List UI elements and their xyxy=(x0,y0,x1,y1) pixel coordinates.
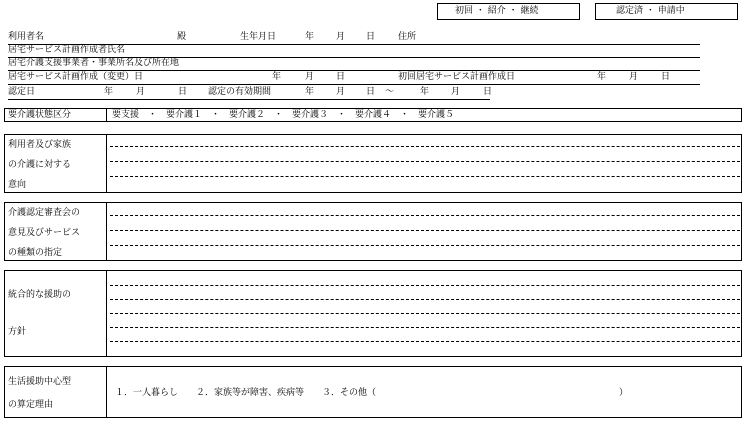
valid-from-day: 日 xyxy=(366,87,376,97)
valid-to-month: 月 xyxy=(451,87,461,97)
row3-underline xyxy=(8,70,700,71)
reason-label-1: 生活援助中心型 xyxy=(8,377,72,387)
honorific: 殿 xyxy=(177,32,187,42)
plan-month: 月 xyxy=(305,72,315,82)
care-level-options: 要支援 ・ 要介護１ ・ 要介護２ ・ 要介護３ ・ 要介護４ ・ 要介護５ xyxy=(112,110,455,120)
reason-label-2: の算定理由 xyxy=(8,400,54,410)
valid-to-year: 年 xyxy=(420,87,430,97)
opinion-label-2: 意見及びサービス xyxy=(8,228,81,238)
valid-period-label: 認定の有効期間 xyxy=(208,87,272,97)
valid-to-day: 日 xyxy=(483,87,493,97)
first-plan-month: 月 xyxy=(629,72,639,82)
cert-month: 月 xyxy=(136,87,146,97)
address-label: 住所 xyxy=(398,32,417,42)
cert-day: 日 xyxy=(178,87,188,97)
birth-day: 日 xyxy=(366,32,376,42)
row5-underline xyxy=(8,99,490,100)
wishes-line xyxy=(110,161,740,162)
opinion-line xyxy=(110,230,740,231)
period-tilde: 〜 xyxy=(385,87,395,97)
policy-divider xyxy=(106,270,107,357)
wishes-section xyxy=(4,134,742,193)
plan-day: 日 xyxy=(336,72,346,82)
opinion-section xyxy=(4,202,742,261)
plan-year: 年 xyxy=(272,72,282,82)
policy-line xyxy=(110,285,740,286)
first-plan-year: 年 xyxy=(597,72,607,82)
wishes-line xyxy=(110,176,740,177)
wishes-line xyxy=(110,146,740,147)
opinion-line xyxy=(110,215,740,216)
reason-divider xyxy=(106,366,107,418)
cert-year: 年 xyxy=(104,87,114,97)
opinion-divider xyxy=(106,202,107,261)
first-plan-day: 日 xyxy=(661,72,671,82)
plan-date-label: 居宅サービス計画作成（変更）日 xyxy=(8,72,144,82)
care-level-label: 要介護状態区分 xyxy=(8,110,72,120)
policy-label-1: 統合的な援助の xyxy=(8,290,72,300)
opinion-label-3: の種類の指定 xyxy=(8,248,63,258)
policy-line xyxy=(110,313,740,314)
user-name-label: 利用者名 xyxy=(8,32,45,42)
birth-year: 年 xyxy=(305,32,315,42)
wishes-label-3: 意向 xyxy=(8,180,27,190)
planner-label: 居宅サービス計画作成者氏名 xyxy=(8,45,126,55)
cert-date-label: 認定日 xyxy=(8,87,36,97)
valid-from-month: 月 xyxy=(336,87,346,97)
plan-type-options: 初回 ・ 紹介 ・ 継続 xyxy=(455,6,539,16)
policy-label-2: 方針 xyxy=(8,327,27,337)
opinion-label-1: 介護認定審査会の xyxy=(8,208,81,218)
opinion-line xyxy=(110,245,740,246)
row4-underline xyxy=(8,84,700,85)
office-label: 居宅介護支援事業者・事業所名及び所在地 xyxy=(8,58,180,68)
valid-from-year: 年 xyxy=(305,87,315,97)
policy-line xyxy=(110,327,740,328)
wishes-label-2: の介護に対する xyxy=(8,160,72,170)
reason-options: １．一人暮らし ２．家族等が障害、疾病等 ３．その他（ ） xyxy=(115,388,629,398)
wishes-label-1: 利用者及び家族 xyxy=(8,140,72,150)
first-plan-label: 初回居宅サービス計画作成日 xyxy=(398,72,516,82)
policy-line xyxy=(110,341,740,342)
cert-status-options: 認定済 ・ 申請中 xyxy=(616,6,685,16)
policy-line xyxy=(110,299,740,300)
birth-label: 生年月日 xyxy=(240,32,277,42)
birth-month: 月 xyxy=(336,32,346,42)
care-level-divider xyxy=(106,108,107,122)
wishes-divider xyxy=(106,134,107,193)
